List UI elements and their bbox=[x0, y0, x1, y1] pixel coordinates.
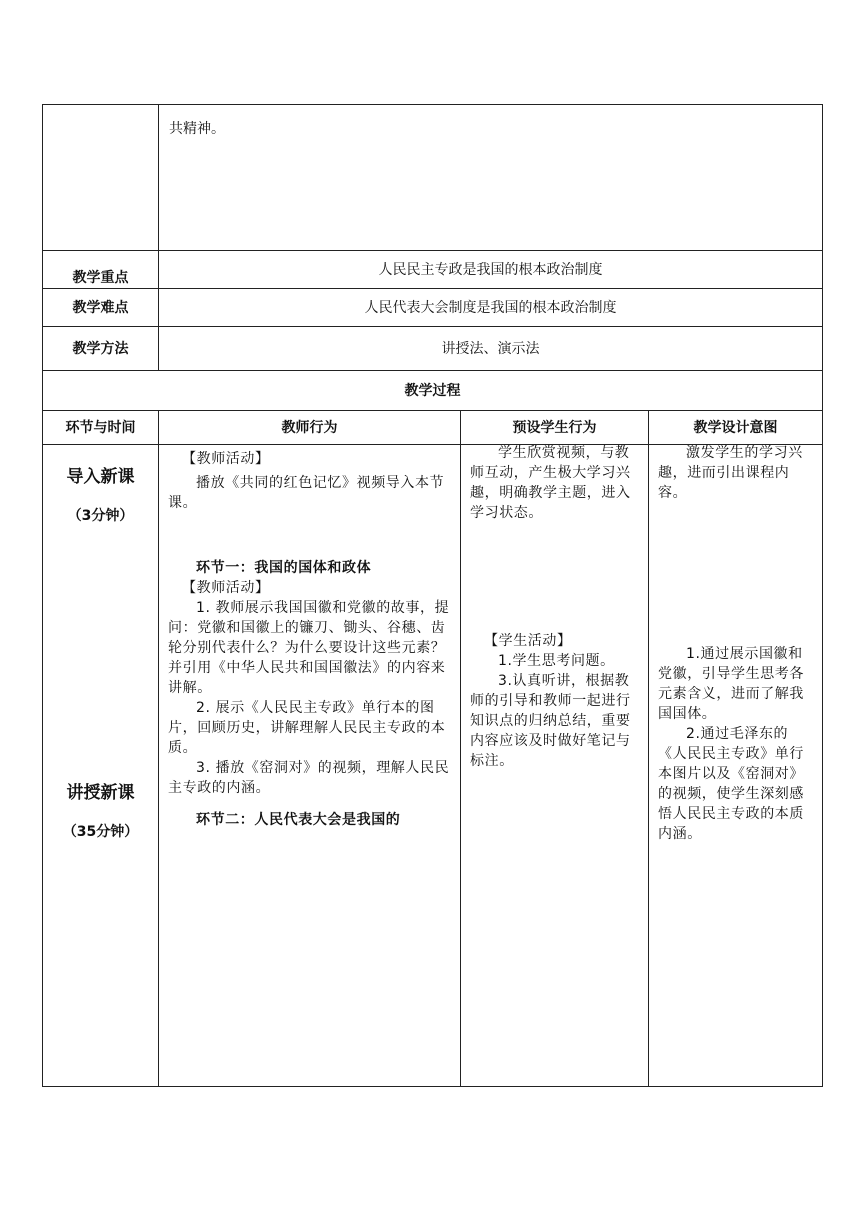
teacher-step-1: 1. 教师展示我国国徽和党徽的故事，提问：党徽和国徽上的镰刀、锄头、谷穗、齿轮分别代表什么？为什么要设计这些元素？并引用《中华人民共和国国徽法》的内容来讲解。 bbox=[168, 600, 450, 696]
intent-intro-text: 激发学生的学习兴趣，进而引出课程内容。 bbox=[658, 445, 803, 501]
difficult-point-row bbox=[43, 289, 823, 327]
student-activity-heading: 【学生活动】 bbox=[484, 633, 572, 649]
header-teacher-behavior: 教师行为 bbox=[159, 411, 461, 445]
process-title: 教学过程 bbox=[43, 371, 823, 411]
intent-step-2: 2.通过毛泽东的《人民民主专政》单行本图片以及《窑洞对》的视频，使学生深刻感悟人民民主专政的本质内涵。 bbox=[658, 726, 804, 842]
key-point-label: 教学重点 bbox=[43, 251, 159, 289]
teacher-intro-text: 播放《共同的红色记忆》视频导入本节课。 bbox=[168, 475, 445, 511]
header-design-intent: 教学设计意图 bbox=[649, 411, 823, 445]
intent-column bbox=[649, 445, 823, 1087]
key-point-row bbox=[43, 251, 823, 289]
intent-step-1: 1.通过展示国徽和党徽，引导学生思考各元素含义，进而了解我国国体。 bbox=[658, 646, 804, 722]
spacer bbox=[168, 798, 452, 810]
empty-label-cell bbox=[43, 105, 159, 251]
difficult-point-value: 人民代表大会制度是我国的根本政治制度 bbox=[159, 289, 823, 327]
stage-intro-time: （3分钟） bbox=[67, 508, 134, 524]
student-step-3: 3.认真听讲，根据教师的引导和教师一起进行知识点的归纳总结，重要内容应该及时做好笔记与标注。 bbox=[470, 673, 631, 769]
method-value: 讲授法、演示法 bbox=[159, 327, 823, 371]
stage-new-lesson bbox=[43, 779, 158, 843]
lesson-plan-table bbox=[42, 104, 823, 1087]
stage-new-lesson-time: （35分钟） bbox=[62, 824, 139, 840]
teacher-column bbox=[159, 445, 461, 1087]
key-point-value: 人民民主专政是我国的根本政治制度 bbox=[159, 251, 823, 289]
stage-intro-name: 导入新课 bbox=[66, 467, 135, 487]
continuation-text: 共精神。 bbox=[159, 105, 823, 251]
section-two-title: 环节二：人民代表大会是我国的 bbox=[196, 812, 401, 828]
teacher-activity-heading-2: 【教师活动】 bbox=[182, 580, 270, 596]
teacher-step-2: 2. 展示《人民民主专政》单行本的图片，回顾历史，讲解理解人民民主专政的本质。 bbox=[168, 700, 446, 756]
stage-column bbox=[43, 445, 159, 1087]
student-intro-text: 学生欣赏视频，与教师互动，产生极大学习兴趣，明确教学主题，进入学习状态。 bbox=[470, 445, 631, 521]
stage-new-lesson-name: 讲授新课 bbox=[66, 783, 135, 803]
student-step-1: 1.学生思考问题。 bbox=[498, 653, 615, 669]
header-student-behavior: 预设学生行为 bbox=[461, 411, 649, 445]
method-label: 教学方法 bbox=[43, 327, 159, 371]
difficult-point-label: 教学难点 bbox=[43, 289, 159, 327]
process-title-row bbox=[43, 371, 823, 411]
teacher-step-3: 3. 播放《窑洞对》的视频，理解人民民主专政的内涵。 bbox=[168, 760, 450, 796]
process-body-row bbox=[43, 445, 823, 1087]
section-one-title: 环节一：我国的国体和政体 bbox=[196, 560, 372, 576]
method-row bbox=[43, 327, 823, 371]
student-column bbox=[461, 445, 649, 1087]
spacer bbox=[658, 503, 814, 644]
spacer bbox=[168, 546, 452, 558]
top-continuation-row bbox=[43, 105, 823, 251]
spacer bbox=[470, 523, 640, 631]
spacer bbox=[168, 513, 452, 546]
teacher-activity-heading-1: 【教师活动】 bbox=[182, 451, 270, 467]
header-stage-time: 环节与时间 bbox=[43, 411, 159, 445]
process-header-row bbox=[43, 411, 823, 445]
stage-intro bbox=[43, 463, 158, 527]
